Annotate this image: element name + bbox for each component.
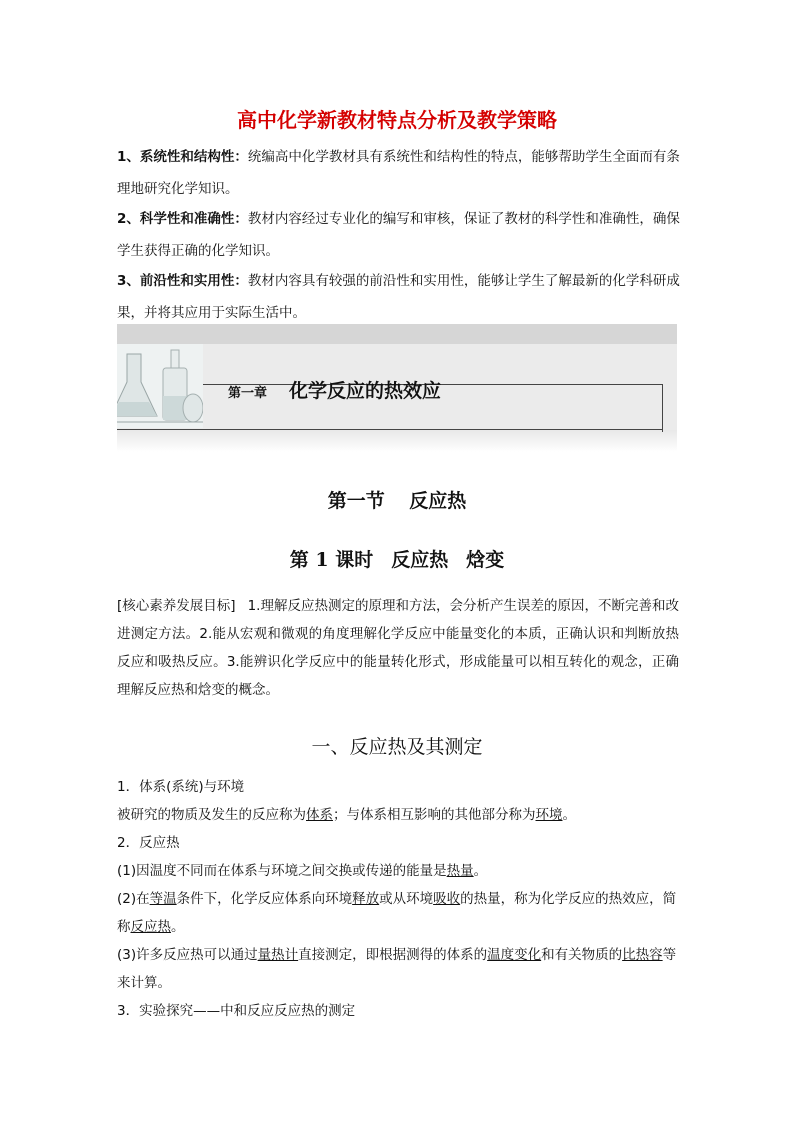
text-run: 条件下，化学反应体系向环境 [176, 891, 353, 907]
key-term: 反应热 [130, 919, 171, 935]
text-run: 或从环境 [379, 891, 434, 907]
text-run: 。 [562, 807, 576, 823]
feature-name: 3、前沿性和实用性： [117, 273, 248, 289]
document-title: 高中化学新教材特点分析及教学策略 [237, 108, 557, 132]
goals-tag: [核心素养发展目标] [117, 598, 236, 614]
glassware-illustration [117, 344, 203, 428]
key-term: 体系 [306, 807, 333, 823]
text-run: (3)许多反应热可以通过 [117, 947, 258, 963]
goals-text: 1.理解反应热测定的原理和方法，会分析产生误差的原因，不断完善和改进测定方法。2.能从宏观和微观的角度理解化学反应中能量变化的本质，正确认识和判断放热反应和吸热反应。3.能辨识化学反应中的能量转化形式，形成能量可以相互转化的观念，正确理解反应热和焓变的概念。 [117, 598, 679, 698]
core-goals [117, 592, 679, 704]
key-term: 环境 [535, 807, 563, 823]
lab-glassware-image [117, 344, 203, 428]
item-heading: 3．实验探究——中和反应反应热的测定 [117, 1003, 356, 1019]
section-title: 第一节 反应热 [327, 490, 467, 512]
feature-text: 教材内容经过专业化的编写和审核，保证了教材的科学性和准确性，确保学生获得正确的化学知识。 [117, 211, 680, 259]
banner-bottom-fade [117, 430, 677, 452]
text-run: 直接测定，即根据测得的体系的 [298, 947, 488, 963]
feature-item [117, 203, 682, 267]
item-heading: 1．体系(系统)与环境 [117, 779, 245, 795]
chapter-banner [117, 324, 677, 452]
text-run: 等来计算。 [117, 947, 677, 991]
feature-text: 教材内容具有较强的前沿性和实用性，能够让学生了解最新的化学科研成果，并将其应用于实际生活中。 [117, 273, 680, 321]
banner-top-band [117, 324, 677, 344]
item-heading: 2．反应热 [117, 835, 180, 851]
key-term: 热量 [446, 863, 474, 879]
text-run: 被研究的物质及发生的反应称为 [117, 807, 306, 823]
chapter-label: 第一章 [228, 386, 268, 401]
text-run: 和有关物质的 [541, 947, 623, 963]
section-heading: 一、反应热及其测定 [311, 736, 483, 758]
chapter-title: 化学反应的热效应 [289, 380, 442, 402]
item-text [117, 941, 679, 997]
key-term: 吸收 [433, 891, 461, 907]
banner-frame-line [117, 429, 663, 430]
text-run: 。 [473, 863, 488, 879]
item-text [117, 857, 679, 885]
text-run: ；与体系相互影响的其他部分称为 [333, 807, 536, 823]
key-term: 释放 [352, 891, 380, 907]
lesson-topic: 焓变 [466, 549, 505, 571]
banner-frame-line [662, 384, 663, 432]
key-term: 比热容 [622, 947, 663, 963]
feature-text: 统编高中化学教材具有系统性和结构性的特点，能够帮助学生全面而有条理地研究化学知识。 [117, 149, 680, 197]
lesson-title [0, 545, 794, 572]
lesson-number: 第 1 课时 [289, 549, 374, 571]
feature-name: 1、系统性和结构性： [117, 149, 248, 165]
text-run: (1)因温度不同而在体系与环境之间交换或传递的能量是 [117, 863, 447, 879]
text-run: 。 [171, 919, 185, 935]
key-term: 量热计 [257, 947, 299, 963]
feature-item [117, 141, 682, 205]
key-term: 等温 [149, 891, 177, 907]
text-run: (2)在 [117, 891, 150, 907]
lesson-topic: 反应热 [391, 549, 449, 571]
item-text [117, 885, 679, 941]
key-term: 温度变化 [487, 947, 542, 963]
text-run: 的热量，称为化学反应的热效应，简称 [117, 891, 677, 935]
item-text [117, 801, 679, 829]
feature-item [117, 265, 682, 329]
feature-name: 2、科学性和准确性： [117, 211, 248, 227]
